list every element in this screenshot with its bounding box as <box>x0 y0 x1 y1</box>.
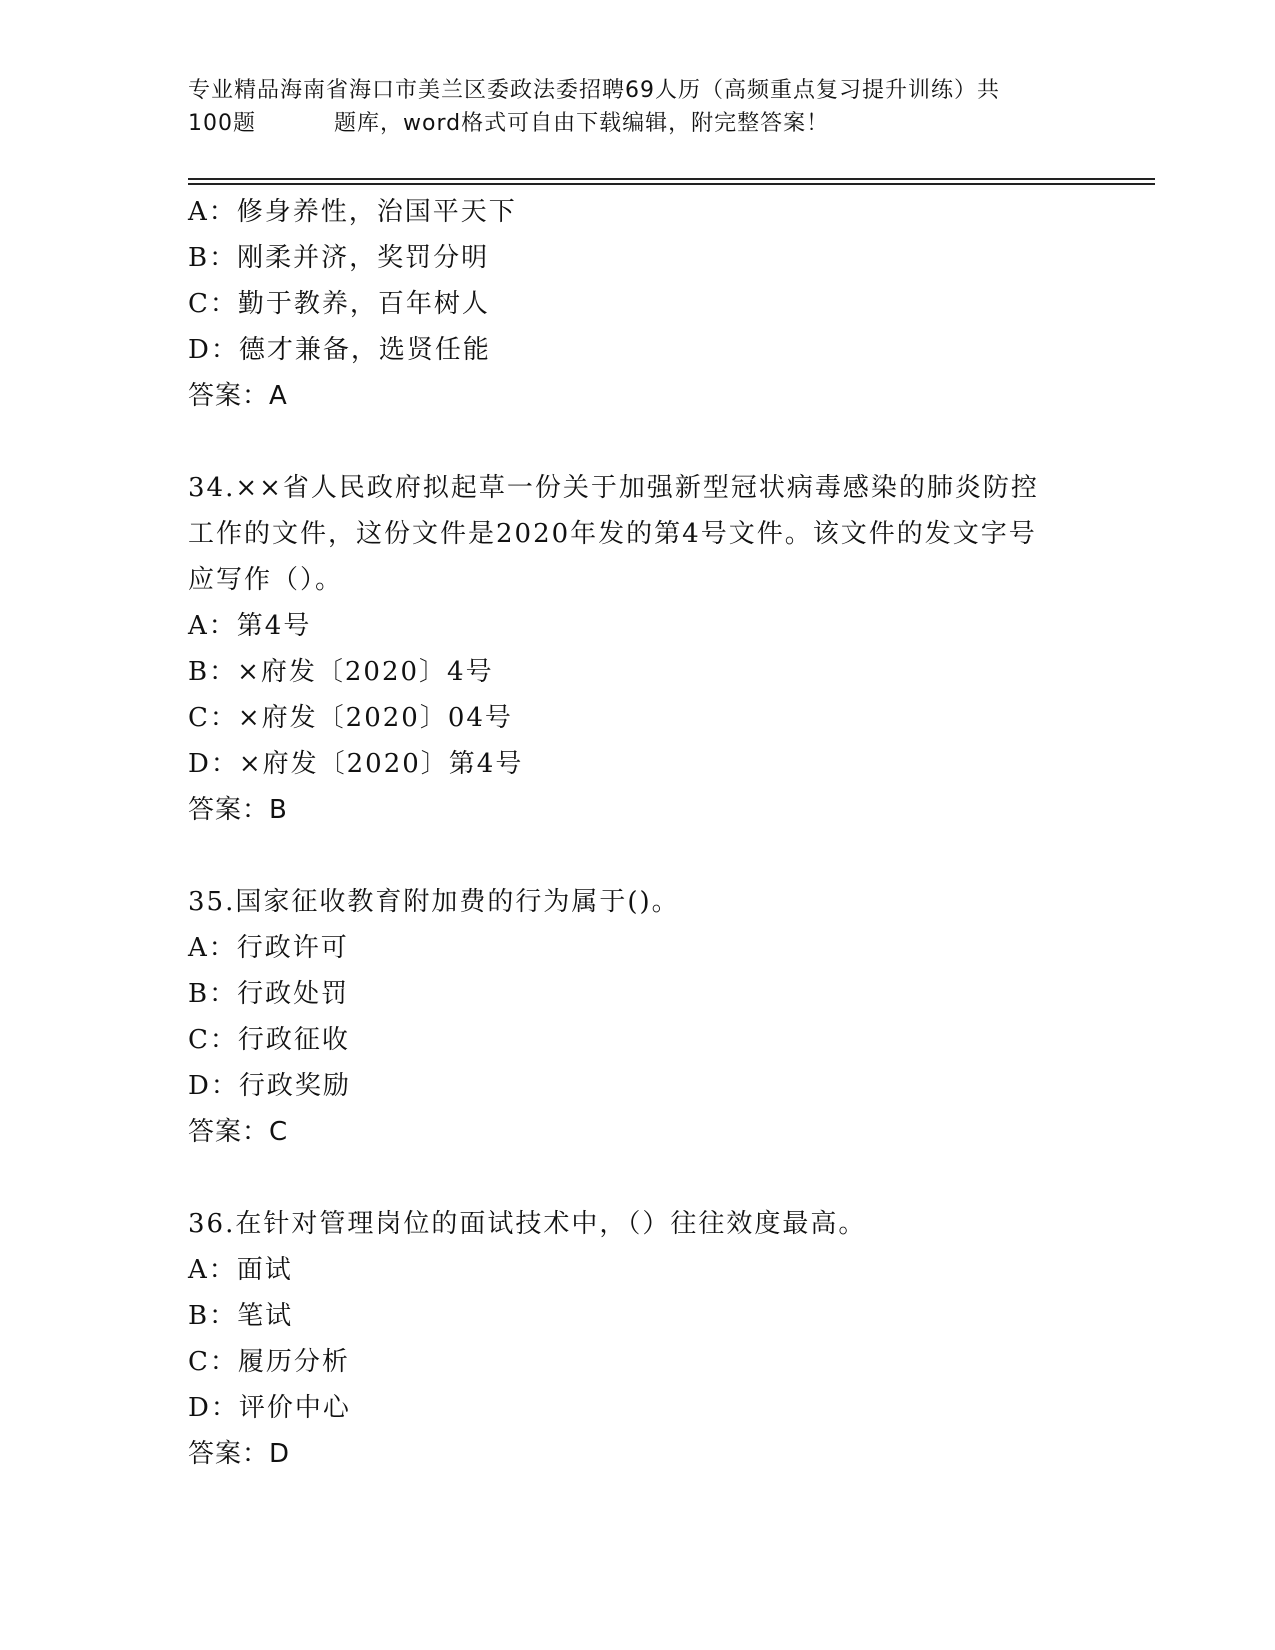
option-b: B：行政处罚 <box>188 979 350 1009</box>
question-stem-line-1: 35.国家征收教育附加费的行为属于()。 <box>188 887 680 917</box>
answer: 答案：C <box>188 1117 289 1147</box>
option-d: D：德才兼备，选贤任能 <box>188 335 491 365</box>
header-rule-bottom <box>188 183 1155 185</box>
option-d: D：评价中心 <box>188 1393 351 1423</box>
question-34 <box>188 465 1088 833</box>
answer: 答案：A <box>188 381 288 411</box>
option-c: C：行政征收 <box>188 1025 350 1055</box>
option-c: C：勤于教养，百年树人 <box>188 289 490 319</box>
option-a: A：面试 <box>188 1255 293 1285</box>
question-35 <box>188 879 1088 1155</box>
answer: 答案：D <box>188 1439 291 1469</box>
question-stem-line-1: 34.××省人民政府拟起草一份关于加强新型冠状病毒感染的肺炎防控 <box>188 473 1039 503</box>
option-b: B：刚柔并济，奖罚分明 <box>188 243 490 273</box>
question-stem-line-3: 应写作（）。 <box>188 565 344 595</box>
header-line-1: 专业精品海南省海口市美兰区委政法委招聘69人历（高频重点复习提升训练）共 <box>188 78 1000 103</box>
option-d: D：×府发〔2020〕第4号 <box>188 749 524 779</box>
option-a: A：行政许可 <box>188 933 349 963</box>
question-36 <box>188 1201 1088 1477</box>
question-stem-line-2: 工作的文件，这份文件是2020年发的第4号文件。该文件的发文字号 <box>188 519 1037 549</box>
answer: 答案：B <box>188 795 288 825</box>
question-33 <box>188 189 1088 419</box>
option-c: C：×府发〔2020〕04号 <box>188 703 513 733</box>
option-a: A：修身养性，治国平天下 <box>188 197 517 227</box>
question-stem-line-1: 36.在针对管理岗位的面试技术中，（）往往效度最高。 <box>188 1209 867 1239</box>
header-line-2 <box>188 107 1088 140</box>
document-header <box>188 74 1088 140</box>
option-b: B：笔试 <box>188 1301 294 1331</box>
option-a: A：第4号 <box>188 611 312 641</box>
option-c: C：履历分析 <box>188 1347 350 1377</box>
header-rule-top <box>188 178 1155 180</box>
option-d: D：行政奖励 <box>188 1071 351 1101</box>
header-description: 题库，word格式可自由下载编辑，附完整答案！ <box>334 111 830 136</box>
option-b: B：×府发〔2020〕4号 <box>188 657 494 687</box>
header-count: 100题 <box>188 111 256 136</box>
question-list <box>188 189 1088 1477</box>
